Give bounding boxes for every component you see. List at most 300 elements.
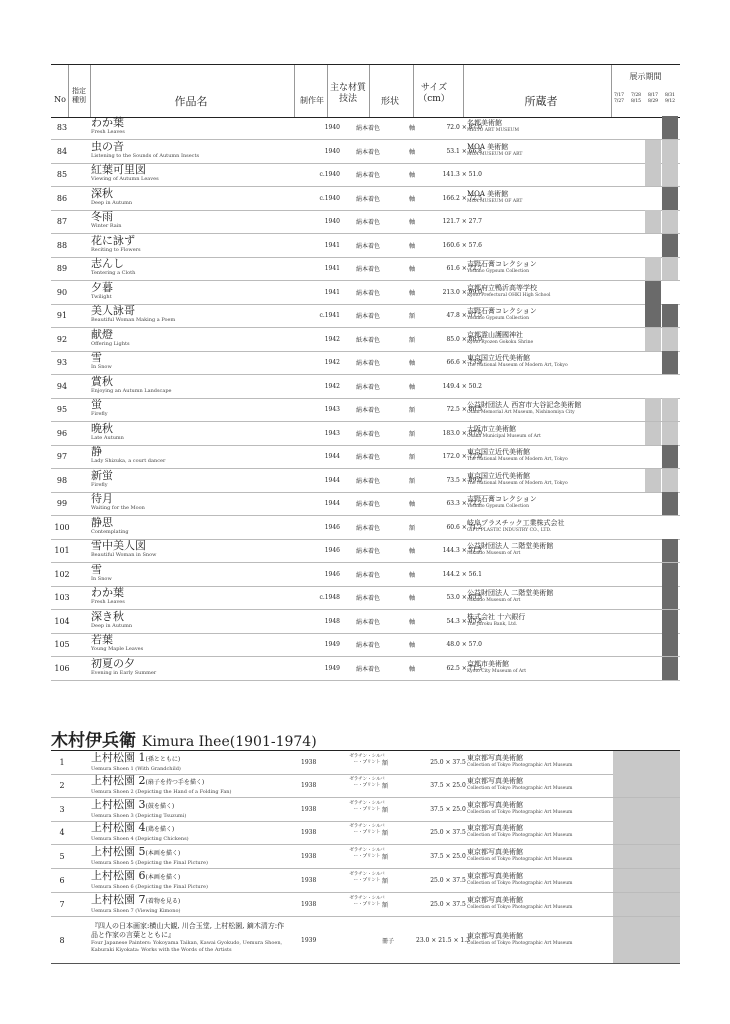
row-title [91,304,291,327]
row-size: 172.0 × 72.0 [442,453,482,460]
row-size: 47.8 × 57.5 [446,312,482,319]
row-no: 102 [54,569,70,579]
table-row [51,657,680,681]
title-ja: 上村松園 1(孫とともに) [91,751,181,764]
row-title [91,351,291,374]
owner-en: The National Museum of Modern Art, Tokyo [467,363,568,368]
row-title [91,469,291,492]
row-title [91,116,291,139]
period-cell [645,257,661,280]
row-form: 額 [382,878,389,885]
row-size: 72.5 × 86.5 [446,406,482,413]
row-size: 61.6 × 72.7 [446,265,482,272]
row-size: 63.3 × 72.2 [446,500,482,507]
period-cell [628,140,644,163]
row-size: 37.5 × 25.0 [430,781,466,789]
row-no: 95 [56,405,68,414]
title-en: In Snow [91,575,112,582]
title-ja: 虫の音 [91,139,124,153]
period-cell [662,422,678,445]
period-cell [645,422,661,445]
row-no: 106 [54,663,70,673]
row-size: 25.0 × 37.5 [430,900,466,908]
row-no: 4 [59,828,65,838]
title-en: Four Japanese Painters: Yokoyama Taikan, Kawai Gyokudo, Uemura Shoen, Kaburaki Kiyokata: Works with the Words of the Artists [91,940,283,953]
row-year: 1944 [324,476,340,484]
title-ja: わか葉 [91,116,124,129]
header-technique: 主な材質 技法 [329,83,366,104]
owner-ja [467,163,609,166]
row-form: 額 [382,806,389,814]
row-year: 1946 [324,523,340,531]
owner-ja [467,375,609,378]
owner-en: The Juroku Bank, Ltd. [467,621,518,627]
title-ja: わか葉 [91,586,124,599]
row-size: 141.3 × 51.0 [442,171,482,178]
row-year: 1940 [324,124,340,131]
row-owner [467,116,609,139]
row-owner [467,140,609,163]
row-size: 60.6 × 71.2 [446,523,482,531]
row-size: 85.0 × 88.0 [446,335,482,343]
row-no: 86 [56,193,68,203]
row-year: 1943 [324,429,340,437]
row-form: 軸 [408,125,415,132]
period-cell [645,539,661,562]
period-cell [645,210,661,233]
period-cell [662,375,678,398]
period-cell [662,657,678,680]
period-cell [628,492,644,515]
period-cell [645,610,661,633]
period-cell [645,304,661,327]
table-row [51,445,680,469]
owner-en: Collection of Tokyo Photographic Art Museum [467,785,573,791]
row-form: 額 [408,524,415,532]
title-en: Late Autumn [91,434,124,441]
owner-en: Collection of Tokyo Photographic Art Museum [467,904,573,910]
period-cell [611,234,627,257]
row-form: 軸 [408,148,415,156]
title-en: Twilight [91,293,112,300]
row-no: 104 [54,616,70,626]
title-ja: 上村松園 3(鼓を描く) [91,797,175,811]
row-form: 額 [382,830,389,838]
period-cell [611,328,627,351]
row-technique: 絹本着色 [355,125,380,132]
period-cell [611,116,627,139]
row-title [91,257,291,280]
period-cell [645,633,661,656]
row-title [91,422,291,445]
period-cell [628,422,644,445]
period-cell [611,257,627,280]
period-cell [628,610,644,633]
row-form: 額 [408,407,415,414]
row-title [91,375,291,398]
owner-ja: 東京都写真美術館 [467,872,523,880]
row-title [91,774,301,797]
period-cell [662,257,678,280]
period-cell [628,116,644,139]
period-cell [628,469,644,492]
owner-en: Kyoto City Museum of Art [467,668,527,674]
row-size: 160.6 × 57.6 [442,241,482,249]
row-form: 冊子 [382,937,395,945]
row-form: 額 [408,477,415,485]
owner-en: Kyoto Prefectural OHKI High School [467,292,551,298]
owner-ja: 公益財団法人 二階堂美術館 [467,589,554,597]
row-form: 軸 [408,219,415,226]
period-cell [613,798,680,821]
period-cell [662,445,678,468]
period-cell [645,163,661,186]
period-cell [662,469,678,492]
owner-en: MOA MUSEUM OF ART [467,151,523,157]
owner-ja: 東京都写真美術館 [467,895,523,904]
period-cell [613,821,680,844]
period-cell [611,281,627,304]
period-cell [645,375,661,398]
header-form: 形状 [380,97,399,107]
period-cell [611,492,627,515]
row-title [91,751,301,774]
table-row [51,869,680,893]
owner-en: The National Museum of Modern Art, Tokyo [467,457,568,462]
period-headers [611,91,680,117]
row-technique: 絹本着色 [355,524,380,532]
owner-en: GIFU PLASTIC INDUSTRY CO., LTD. [467,527,552,533]
row-no: 105 [54,640,70,649]
row-no: 84 [56,146,68,156]
row-no: 96 [56,428,68,438]
row-year: 1944 [324,500,340,507]
period-cell [611,633,627,656]
row-owner [467,610,609,633]
period-cell [645,445,661,468]
period-cell [645,328,661,351]
owner-en: MOA MUSEUM OF ART [467,198,523,204]
row-no: 100 [54,522,70,532]
row-technique: 絹本着色 [355,289,380,297]
table-row [51,586,680,610]
header-owner: 所蔵者 [524,95,558,108]
row-owner [467,893,617,916]
period-cell [611,586,627,609]
period-cell [613,917,680,963]
row-title [91,187,291,210]
row-owner [467,657,609,680]
title-ja: 献燈 [91,327,113,341]
table-row [51,304,680,328]
row-size: 53.0 × 65.5 [446,594,482,601]
table-row [51,469,680,493]
title-ja: 上村松園 2(扇子を持つ手を描く) [91,773,205,787]
row-technique: 絹本着色 [355,477,380,485]
row-size: 72.0 × 87.0 [446,124,482,131]
row-technique: 絹本着色 [355,430,380,438]
header-periods: 展示期間 [629,72,662,81]
table-row [51,257,680,281]
owner-ja [467,234,609,237]
row-title [91,539,291,562]
period-cell [645,469,661,492]
row-technique: 絹本着色 [355,242,380,250]
row-year: c.1940 [319,171,340,178]
row-year: 1943 [324,406,340,413]
row-no: 2 [59,780,65,790]
row-no: 92 [56,334,68,344]
period-cell [628,187,644,210]
row-title [91,328,291,351]
period-cell [613,845,680,868]
row-owner [467,187,609,210]
row-technique: 絹本着色 [355,642,380,649]
period-cell [645,586,661,609]
period-cell [662,234,678,257]
title-ja: 深秋 [91,186,113,200]
row-title [91,821,301,844]
owner-ja: 株式会社 十六銀行 [467,612,526,621]
period-cell [662,304,678,327]
owner-ja: 京都霊山護國神社 [467,330,523,339]
table-row [51,281,680,305]
row-year: 1942 [324,359,340,366]
owner-ja: 東京都写真美術館 [467,932,523,940]
row-owner [467,869,617,892]
title-ja: 紅葉可里図 [91,163,146,176]
period-cell [628,351,644,374]
title-ja: 上村松園 4(鶏を描く) [91,821,175,835]
owner-ja: 吉野石膏コレクション [467,307,537,315]
table-row [51,610,680,634]
owner-ja: 東京都写真美術館 [467,824,523,833]
period-cell [662,398,678,421]
owner-ja: 東京都写真美術館 [467,800,523,809]
period-1: 7/17 7/27 [613,93,625,104]
row-owner [467,304,609,327]
row-year: 1946 [324,570,340,578]
period-cell [628,539,644,562]
row-year: 1942 [324,382,340,390]
row-technique: 絹本着色 [355,454,380,461]
owner-en: MEITO ART MUSEUM [467,128,519,133]
title-ja: 夕暮 [91,280,113,294]
owner-en: Nikaido Museum of Art [467,551,521,556]
row-year: 1948 [324,617,340,625]
period-cell [645,187,661,210]
row-no: 93 [56,358,68,367]
row-year: 1938 [301,805,317,813]
row-no: 5 [59,852,65,862]
row-year: c.1940 [319,194,340,202]
period-cell [613,869,680,892]
row-no: 83 [56,123,68,132]
row-owner [467,445,609,468]
row-form: 額 [408,336,415,344]
row-form: 額 [408,454,415,461]
row-size: 213.0 × 99.0 [442,288,482,296]
table-row [51,845,680,869]
row-owner [467,422,609,445]
period-cell [662,563,678,586]
row-form: 軸 [408,289,415,297]
table-row [51,563,680,587]
row-owner [467,798,617,821]
row-no: 98 [56,475,68,485]
row-form: 額 [382,782,389,790]
owner-ja: 吉野石膏コレクション [467,260,537,268]
period-cell [611,210,627,233]
period-cell [611,539,627,562]
period-4: 8/31 9/12 [664,93,676,104]
header-no: No [54,95,66,104]
period-cell [611,375,627,398]
row-technique: 絹本着色 [355,219,380,226]
row-form: 軸 [408,548,415,555]
title-ja: 新蛍 [91,468,113,482]
row-size: 66.6 × 73.9 [446,359,482,366]
period-cell [628,563,644,586]
owner-ja: 東京都写真美術館 [467,776,523,785]
title-en: Uemura Shoen 1 (With Grandchild) [91,766,181,772]
row-year: c.1948 [319,594,340,601]
title-ja: 深き秋 [91,609,124,623]
period-cell [613,893,680,916]
title-ja: 冬雨 [91,210,113,223]
period-cell [645,351,661,374]
title-ja: 美人詠哥 [91,304,135,317]
title-ja: 静思 [91,515,113,529]
title-en: Uemura Shoen 2 (Depicting the Hand of a Folding Fan) [91,788,232,795]
row-form: 軸 [408,383,415,391]
row-year: 1938 [301,853,317,861]
title-en: Fresh Leaves [91,599,125,605]
table-header [51,64,680,118]
row-title [91,563,291,586]
title-en: Tentering a Cloth [91,270,136,276]
period-cell [645,281,661,304]
title-ja: 花に詠ず [91,233,135,247]
period-cell [662,539,678,562]
period-cell [611,304,627,327]
row-owner [467,492,609,515]
row-owner [467,281,609,304]
table-row [51,328,680,352]
period-cell [662,516,678,539]
row-no: 87 [56,217,68,226]
title-en: Contemplating [91,528,129,535]
title-ja: 上村松園 7(着物を見る) [91,892,181,906]
row-title [91,633,291,656]
period-cell [611,563,627,586]
period-cell [662,328,678,351]
row-owner [467,234,609,257]
row-title [91,281,291,304]
owner-en: Collection of Tokyo Photographic Art Museum [467,763,573,768]
header-title: 作品名 [174,95,208,108]
period-cell [662,586,678,609]
table-row [51,234,680,258]
section-heading: 木村伊兵衛 Kimura Ihee(1901-1974) [51,731,317,751]
owner-en: Collection of Tokyo Photographic Art Museum [467,857,573,863]
row-technique: 絹本着色 [355,595,380,602]
period-cell [628,257,644,280]
period-2: 7/28 8/15 [630,93,642,104]
owner-ja: MOA 美術館 [467,142,509,151]
owner-ja: MOA 美術館 [467,189,509,198]
row-year: 1942 [324,335,340,343]
row-technique: 絹本着色 [355,195,380,203]
row-year: 1941 [324,241,340,249]
owner-en: Collection of Tokyo Photographic Art Museum [467,881,573,886]
title-ja: 上村松園 5(本画を描く) [91,845,181,859]
table-row [51,821,680,845]
table-row [51,116,680,140]
period-cell [628,163,644,186]
owner-ja: 京都市美術館 [467,659,509,668]
period-cell [645,234,661,257]
period-cell [645,116,661,139]
row-size: 54.3 × 65.8 [446,617,482,625]
row-size: 183.0 × 87.0 [442,429,482,437]
owner-en: Nikaido Museum of Art [467,598,521,603]
row-year: 1941 [324,265,340,272]
title-en: Enjoying an Autumn Landscape [91,387,172,394]
row-size: 149.4 × 50.2 [442,382,482,390]
header-designation: 指定 種別 [72,87,86,104]
row-owner [467,375,609,398]
row-year: 1949 [324,664,340,672]
period-cell [611,187,627,210]
period-cell [662,210,678,233]
table-row [51,539,680,563]
row-title [91,586,291,609]
title-en: Firefly [91,481,108,488]
owner-ja: 公益財団法人 西宮市大谷記念美術館 [467,401,582,409]
owner-en: The National Museum of Modern Art, Tokyo [467,480,568,486]
title-en: Young Maple Leaves [91,646,144,652]
period-cell [662,116,678,139]
title-ja: 雪 [91,562,102,576]
period-cell [662,281,678,304]
title-en: Listening to the Sounds of Autumn Insects [91,152,200,159]
row-title [91,893,301,916]
period-cell [613,774,680,797]
row-title [91,445,291,468]
owner-en: Otani Memorial Art Museum, Nishinomiya City [467,410,575,415]
table-row [51,163,680,187]
title-en: Uemura Shoen 4 (Depicting Chickens) [91,836,189,843]
row-title [91,140,291,163]
title-en: Reciting to Flowers [91,246,141,253]
row-year: 1946 [324,547,340,554]
title-ja: 若葉 [91,633,113,646]
owner-en: Kyoto Ryozen Gokoku Shrine [467,339,534,345]
row-form: 額 [382,901,389,909]
period-cell [628,375,644,398]
period-cell [628,328,644,351]
table-row [51,375,680,399]
row-title [91,210,291,233]
row-technique: 絹本着色 [355,618,380,626]
row-technique: 絹本着色 [355,548,380,555]
title-en: Uemura Shoen 3 (Depicting Tsuzumi) [91,812,187,819]
row-technique: 絹本着色 [355,266,380,273]
row-size: 53.1 × 66.8 [446,147,482,155]
row-owner [467,516,609,539]
row-year: 1944 [324,453,340,460]
